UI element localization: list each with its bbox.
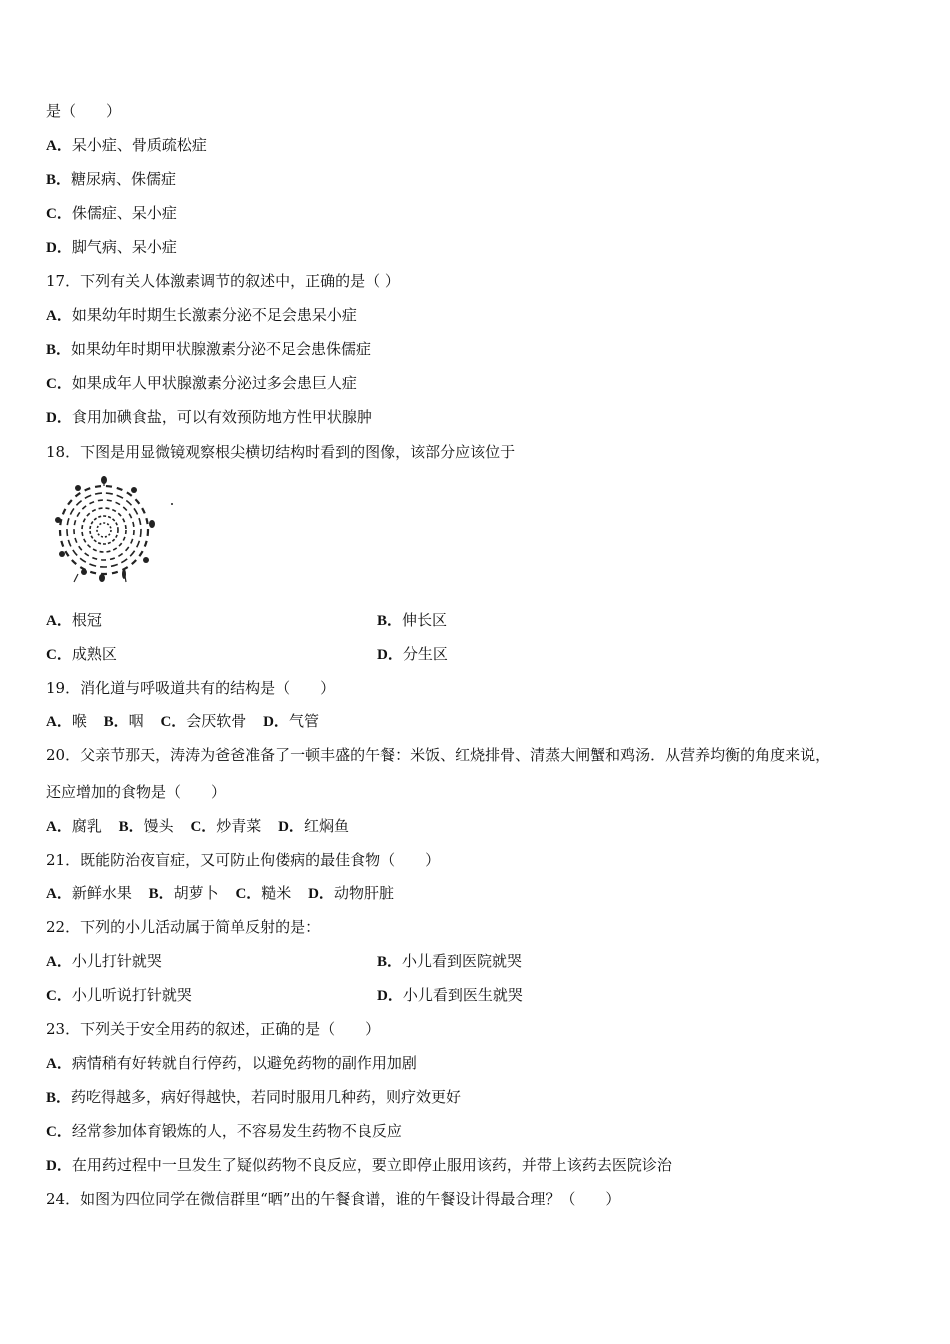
option-text: 炒青菜 — [216, 817, 262, 835]
option-text: 病情稍有好转就自行停药，以避免药物的副作用加剧 — [71, 1054, 417, 1072]
q19-option-d — [263, 712, 319, 730]
q22-option-a — [46, 951, 162, 972]
option-label: A． — [46, 714, 72, 730]
option-label: B． — [377, 613, 403, 629]
q17-option-d — [46, 407, 372, 428]
q19-option-a — [46, 712, 87, 730]
q23-option-a — [46, 1053, 417, 1074]
option-label: A． — [46, 613, 72, 629]
option-text: 咽 — [128, 712, 144, 730]
option-text: 胡萝卜 — [173, 884, 219, 902]
q19-option-b — [104, 712, 144, 730]
q23-option-d — [46, 1155, 672, 1176]
q20-option-a — [46, 817, 102, 835]
option-text: 小儿听说打针就哭 — [71, 986, 192, 1004]
option-text: 动物肝脏 — [333, 884, 394, 902]
q16-option-d — [46, 237, 177, 258]
q16-stem-tail: 是（ ） — [46, 102, 122, 120]
q18-stem: 18．下图是用显微镜观察根尖横切结构时看到的图像，该部分应该位于 — [46, 443, 516, 461]
option-label: D． — [263, 714, 289, 730]
option-text: 脚气病、呆小症 — [71, 238, 177, 256]
option-label: C． — [235, 886, 262, 902]
option-text: 如果幼年时期甲状腺激素分泌不足会患侏儒症 — [71, 340, 372, 358]
q23-option-c — [46, 1121, 402, 1142]
option-label: D． — [46, 410, 72, 426]
option-label: B． — [118, 819, 144, 835]
q22-option-c — [46, 985, 192, 1006]
option-label: D． — [377, 988, 403, 1004]
q19-stem: 19．消化道与呼吸道共有的结构是（ ） — [46, 679, 336, 697]
option-label: A． — [46, 138, 72, 154]
option-text: 如果幼年时期生长激素分泌不足会患呆小症 — [71, 306, 357, 324]
option-text: 成熟区 — [71, 645, 117, 663]
option-label: A． — [46, 954, 72, 970]
q23-stem: 23．下列关于安全用药的叙述，正确的是（ ） — [46, 1020, 381, 1038]
q23-option-b — [46, 1087, 461, 1108]
q19-options — [46, 711, 331, 732]
option-label: C． — [46, 206, 72, 222]
option-label: C． — [190, 819, 217, 835]
option-label: C． — [46, 1124, 72, 1140]
option-label: A． — [46, 886, 72, 902]
q18-option-b — [377, 610, 447, 631]
option-text: 小儿打针就哭 — [71, 952, 162, 970]
q20-option-c — [190, 817, 261, 835]
option-label: A． — [46, 819, 72, 835]
option-text: 伸长区 — [402, 611, 448, 629]
q21-option-d — [308, 884, 394, 902]
option-text: 糖尿病、侏儒症 — [71, 170, 177, 188]
option-label: B． — [46, 172, 72, 188]
option-text: 糙米 — [261, 884, 292, 902]
option-text: 如果成年人甲状腺激素分泌过多会患巨人症 — [71, 374, 357, 392]
q18-option-d — [377, 644, 448, 665]
q21-option-c — [235, 884, 291, 902]
option-label: C． — [46, 988, 72, 1004]
option-text: 食用加碘食盐，可以有效预防地方性甲状腺肿 — [71, 408, 372, 426]
option-label: B． — [377, 954, 403, 970]
option-text: 呆小症、骨质疏松症 — [71, 136, 207, 154]
option-label: C． — [46, 647, 72, 663]
option-label: B． — [46, 1090, 72, 1106]
q17-option-a — [46, 305, 357, 326]
q16-option-c — [46, 203, 177, 224]
q17-option-c — [46, 373, 357, 394]
root-tip-cross-section-icon — [48, 474, 176, 586]
option-text: 药吃得越多，病好得越快，若同时服用几种药，则疗效更好 — [71, 1088, 462, 1106]
option-text: 气管 — [288, 712, 319, 730]
q16-option-b — [46, 169, 176, 190]
q18-option-c — [46, 644, 117, 665]
q18-option-a — [46, 610, 102, 631]
option-text: 经常参加体育锻炼的人，不容易发生药物不良反应 — [71, 1122, 402, 1140]
q22-stem: 22．下列的小儿活动属于简单反射的是： — [46, 918, 321, 936]
option-label: D． — [46, 240, 72, 256]
q21-stem: 21．既能防治夜盲症，又可防止佝偻病的最佳食物（ ） — [46, 851, 441, 869]
option-label: A． — [46, 1056, 72, 1072]
option-text: 会厌软骨 — [186, 712, 247, 730]
q20-option-d — [278, 817, 349, 835]
q17-stem: 17．下列有关人体激素调节的叙述中，正确的是（ ） — [46, 272, 400, 290]
q24-stem: 24．如图为四位同学在微信群里“晒”出的午餐食谱，谁的午餐设计得最合理？（ ） — [46, 1190, 621, 1208]
option-label: D． — [377, 647, 403, 663]
q20-stem-line2: 还应增加的食物是（ ） — [46, 783, 227, 801]
option-text: 馒头 — [143, 817, 174, 835]
option-text: 红焖鱼 — [303, 817, 349, 835]
q20-options — [46, 816, 361, 837]
option-label: D． — [46, 1158, 72, 1174]
q21-option-b — [149, 884, 219, 902]
option-text: 分生区 — [402, 645, 448, 663]
q22-option-d — [377, 985, 523, 1006]
option-label: D． — [308, 886, 334, 902]
q17-option-b — [46, 339, 371, 360]
option-label: A． — [46, 308, 72, 324]
option-label: B． — [46, 342, 72, 358]
q21-options — [46, 883, 406, 904]
q16-option-a — [46, 135, 207, 156]
q20-option-b — [119, 817, 174, 835]
option-label: B． — [103, 714, 129, 730]
option-text: 小儿看到医生就哭 — [402, 986, 523, 1004]
option-label: B． — [148, 886, 174, 902]
option-text: 侏儒症、呆小症 — [71, 204, 177, 222]
option-label: C． — [46, 376, 72, 392]
q22-option-b — [377, 951, 522, 972]
option-label: D． — [278, 819, 304, 835]
option-text: 喉 — [71, 712, 87, 730]
option-text: 小儿看到医院就哭 — [402, 952, 523, 970]
option-text: 新鲜水果 — [71, 884, 132, 902]
option-text: 在用药过程中一旦发生了疑似药物不良反应，要立即停止服用该药，并带上该药去医院诊治 — [71, 1156, 672, 1174]
option-label: C． — [160, 714, 187, 730]
option-text: 腐乳 — [71, 817, 102, 835]
option-text: 根冠 — [71, 611, 102, 629]
q19-option-c — [160, 712, 246, 730]
q20-stem-line1: 20．父亲节那天，涛涛为爸爸准备了一顿丰盛的午餐：米饭、红烧排骨、清蒸大闸蟹和鸡汤．从营养均衡的角度来说， — [46, 746, 831, 764]
q21-option-a — [46, 884, 132, 902]
